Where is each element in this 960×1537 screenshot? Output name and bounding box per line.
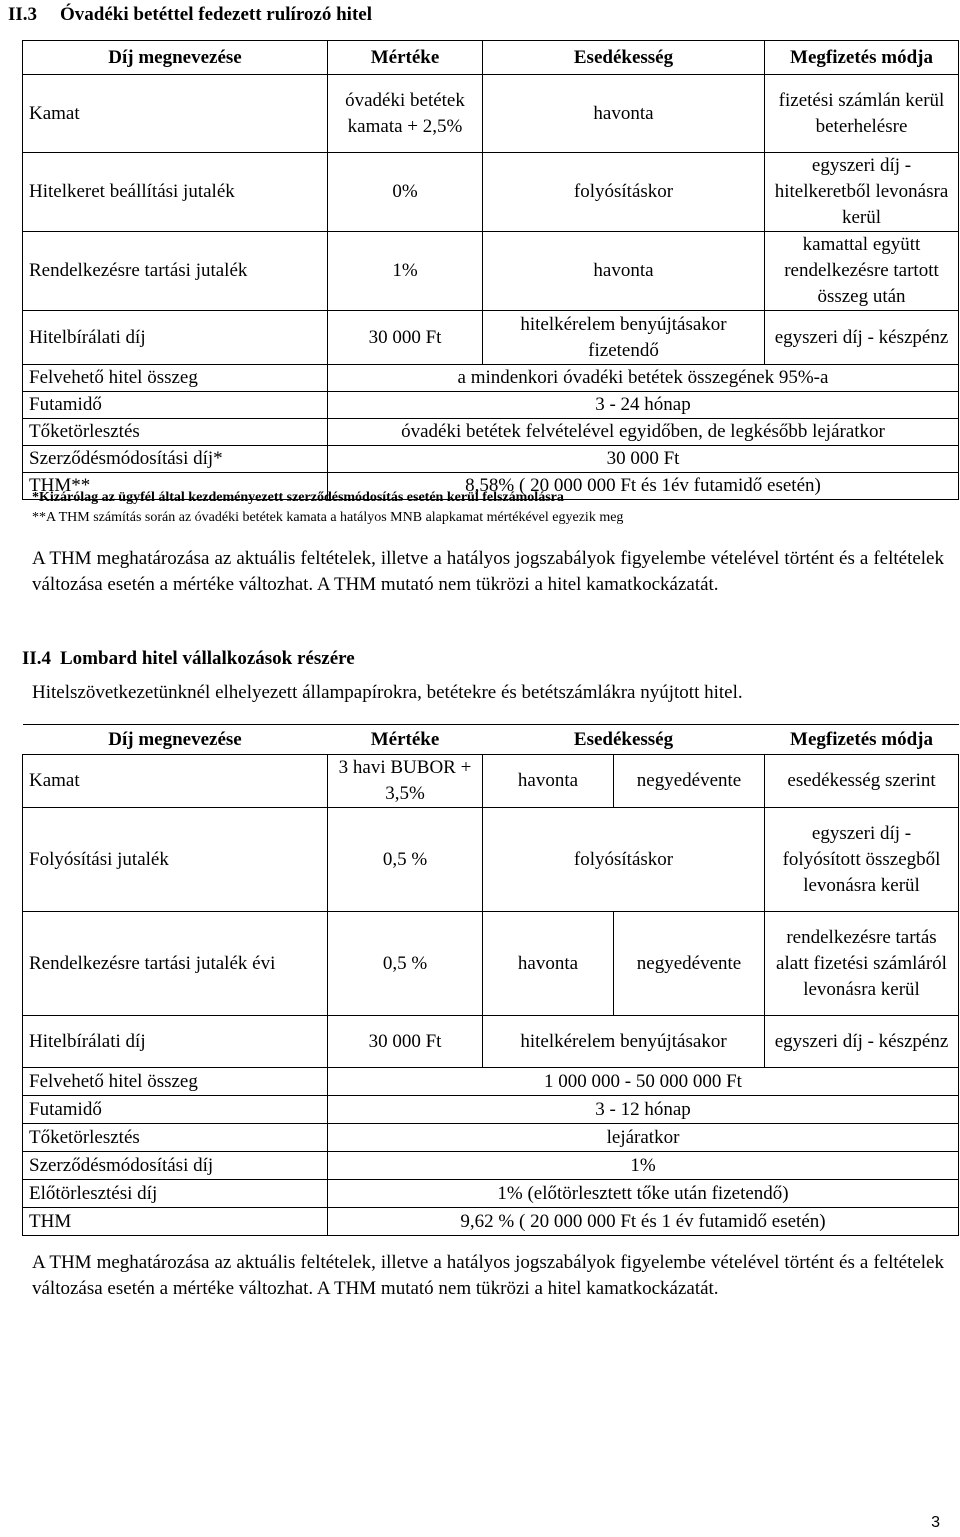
fee-payment: kamattal együtt rendelkezésre tartott összeg után — [765, 232, 959, 311]
column-header: Megfizetés módja — [765, 41, 959, 75]
fee-value: 9,62 % ( 20 000 000 Ft és 1 év futamidő esetén) — [328, 1208, 959, 1236]
fee-value: 1 000 000 - 50 000 000 Ft — [328, 1068, 959, 1096]
fee-value: 3 - 24 hónap — [328, 392, 959, 419]
fee-rate: óvadéki betétek kamata + 2,5% — [328, 75, 483, 153]
column-header: Megfizetés módja — [765, 725, 959, 755]
fee-name: Előtörlesztési díj — [23, 1180, 328, 1208]
fee-name: THM** — [23, 473, 328, 500]
table-row — [23, 153, 959, 232]
section-heading — [8, 4, 372, 26]
fee-name: Hitelbírálati díj — [23, 1016, 328, 1068]
fee-name: Szerződésmódosítási díj — [23, 1152, 328, 1180]
column-header: Esedékesség — [483, 725, 765, 755]
fee-payment: egyszeri díj - folyósított összegből levonásra kerül — [765, 808, 959, 912]
fee-name: Tőketörlesztés — [23, 1124, 328, 1152]
table-row — [23, 419, 959, 446]
fee-due: hitelkérelem benyújtásakor — [483, 1016, 765, 1068]
table-row — [23, 232, 959, 311]
fee-name: Hitelkeret beállítási jutalék — [23, 153, 328, 232]
fee-name: Rendelkezésre tartási jutalék évi — [23, 912, 328, 1016]
fee-name: Tőketörlesztés — [23, 419, 328, 446]
fee-payment: rendelkezésre tartás alatt fizetési számláról levonásra kerül — [765, 912, 959, 1016]
table-row — [23, 1068, 959, 1096]
section-heading — [22, 648, 355, 670]
table-row — [23, 392, 959, 419]
fee-rate: 0,5 % — [328, 808, 483, 912]
fee-name: THM — [23, 1208, 328, 1236]
fee-value: 1% — [328, 1152, 959, 1180]
page-number: 3 — [931, 1514, 940, 1531]
fee-value: 30 000 Ft — [328, 446, 959, 473]
table-row — [23, 1124, 959, 1152]
table-row — [23, 311, 959, 365]
table-row — [23, 912, 959, 1016]
fee-rate: 30 000 Ft — [328, 1016, 483, 1068]
fee-name: Folyósítási jutalék — [23, 808, 328, 912]
fee-name: Hitelbírálati díj — [23, 311, 328, 365]
fee-name: Szerződésmódosítási díj* — [23, 446, 328, 473]
footnote: *Kizárólag az ügyfél által kezdeményezett szerződésmódosítás esetén kerül felszámolásra — [32, 490, 564, 505]
fee-table-lombard — [22, 724, 959, 1236]
fee-name: Futamidő — [23, 1096, 328, 1124]
fee-value: 1% (előtörlesztett tőke után fizetendő) — [328, 1180, 959, 1208]
fee-due: hitelkérelem benyújtásakor fizetendő — [483, 311, 765, 365]
fee-due: folyósításkor — [483, 808, 765, 912]
table-row — [23, 755, 959, 808]
fee-name: Felvehető hitel összeg — [23, 1068, 328, 1096]
table-row — [23, 75, 959, 153]
thm-disclaimer: A THM meghatározása az aktuális feltételek, illetve a hatályos jogszabályok figyelembe vételével történt és a feltételek változása esetén a mértéke változhat. A THM mutató nem tükrözi a hitel kamatkockázatát. — [32, 548, 944, 595]
fee-rate: 0,5 % — [328, 912, 483, 1016]
fee-name: Rendelkezésre tartási jutalék — [23, 232, 328, 311]
fee-table-ovadeki — [22, 40, 959, 500]
column-header: Díj megnevezése — [23, 41, 328, 75]
fee-value: 8,58% ( 20 000 000 Ft és 1év futamidő esetén) — [328, 473, 959, 500]
fee-due: havonta — [483, 232, 765, 311]
thm-disclaimer: A THM meghatározása az aktuális feltételek, illetve a hatályos jogszabályok figyelembe vételével történt és a feltételek változása esetén a mértéke változhat. A THM mutató nem tükrözi a hitel kamatkockázatát. — [32, 1252, 944, 1299]
fee-name: Kamat — [23, 75, 328, 153]
table-row — [23, 1152, 959, 1180]
fee-name: Felvehető hitel összeg — [23, 365, 328, 392]
fee-due: havonta — [483, 75, 765, 153]
fee-rate: 0% — [328, 153, 483, 232]
column-header: Mértéke — [328, 725, 483, 755]
column-header: Esedékesség — [483, 41, 765, 75]
table-row — [23, 365, 959, 392]
footnotes — [32, 488, 623, 528]
fee-value: óvadéki betétek felvételével egyidőben, de legkésőbb lejáratkor — [328, 419, 959, 446]
fee-value: a mindenkori óvadéki betétek összegének 95%-a — [328, 365, 959, 392]
fee-due: negyedévente — [614, 755, 765, 808]
table-row — [23, 1180, 959, 1208]
column-header: Mértéke — [328, 41, 483, 75]
fee-value: 3 - 12 hónap — [328, 1096, 959, 1124]
table-row — [23, 1208, 959, 1236]
fee-rate: 30 000 Ft — [328, 311, 483, 365]
fee-due: negyedévente — [614, 912, 765, 1016]
section-number: II.3 — [8, 4, 38, 25]
fee-payment: egyszeri díj - hitelkeretből levonásra kerül — [765, 153, 959, 232]
fee-due: havonta — [483, 912, 614, 1016]
section-intro: Hitelszövetkezetünknél elhelyezett állampapírokra, betétekre és betétszámlákra nyújtott hitel. — [32, 682, 743, 703]
fee-payment: egyszeri díj - készpénz — [765, 311, 959, 365]
column-header: Díj megnevezése — [23, 725, 328, 755]
table-row — [23, 446, 959, 473]
fee-due: havonta — [483, 755, 614, 808]
section-title: Lombard hitel vállalkozások részére — [60, 648, 355, 669]
fee-name: Futamidő — [23, 392, 328, 419]
table-row — [23, 808, 959, 912]
fee-payment: esedékesség szerint — [765, 755, 959, 808]
table-row — [23, 1096, 959, 1124]
fee-due: folyósításkor — [483, 153, 765, 232]
section-number: II.4 — [22, 648, 52, 669]
fee-value: lejáratkor — [328, 1124, 959, 1152]
footnote: **A THM számítás során az óvadéki betétek kamata a hatályos MNB alapkamat mértékével egyezik meg — [32, 510, 624, 525]
fee-payment: egyszeri díj - készpénz — [765, 1016, 959, 1068]
fee-rate: 1% — [328, 232, 483, 311]
fee-rate: 3 havi BUBOR + 3,5% — [328, 755, 483, 808]
fee-payment: fizetési számlán kerül beterhelésre — [765, 75, 959, 153]
fee-name: Kamat — [23, 755, 328, 808]
table-row — [23, 1016, 959, 1068]
section-title: Óvadéki betéttel fedezett rulírozó hitel — [60, 4, 372, 25]
